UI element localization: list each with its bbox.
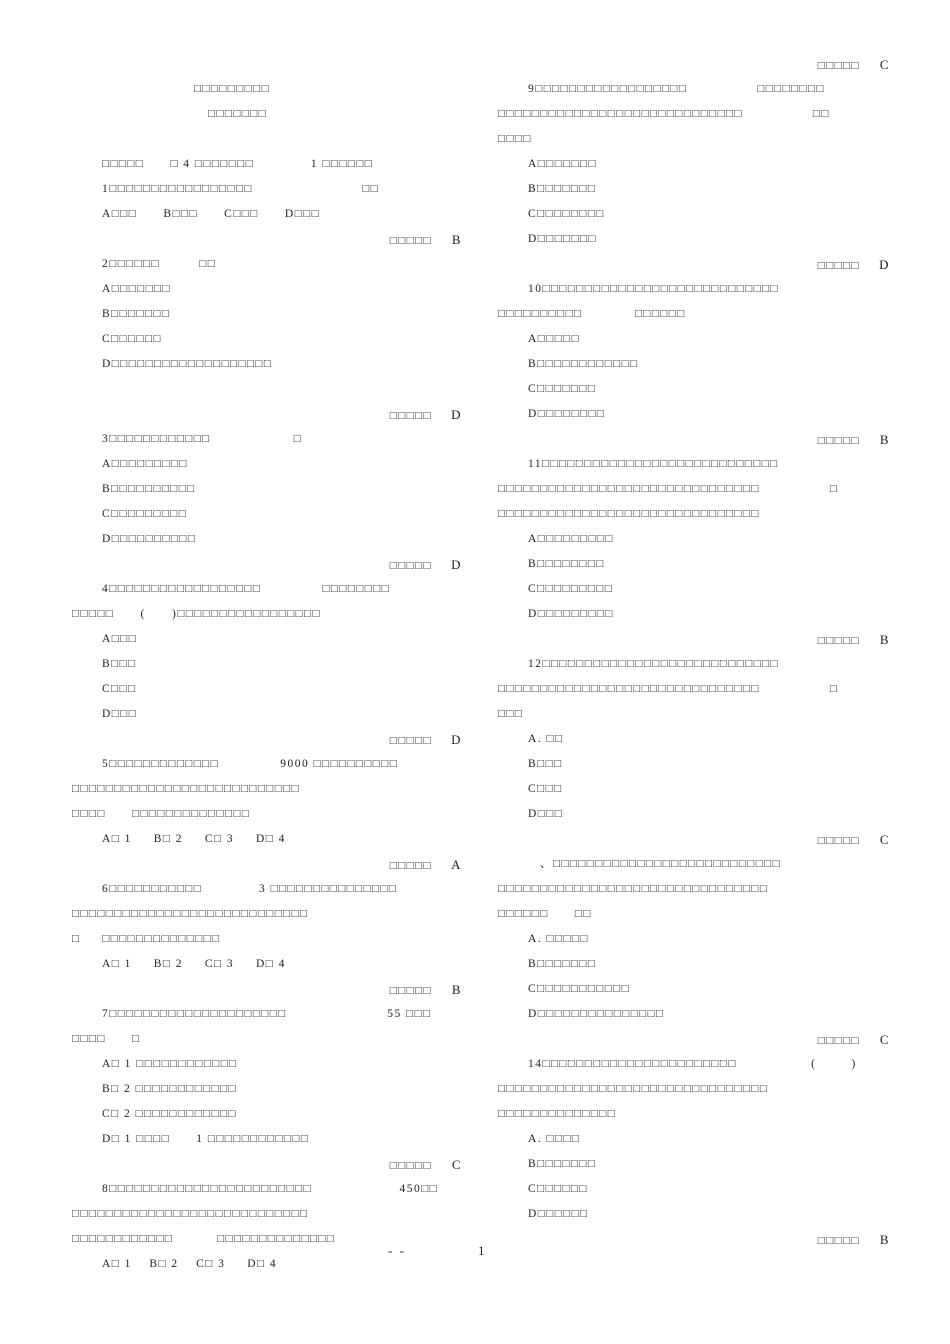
page-footer (388, 1243, 487, 1259)
question-stem-cont: □ □□□□□□□□□□□□□□ (72, 933, 221, 945)
option-item: A. □□□□□ (528, 933, 589, 945)
option-item: B□□□ (102, 658, 137, 670)
option-item: B□□□□□□□□□□□□ (528, 358, 639, 370)
question-stem-cont: □□□□□□□□□□□□ □□□□□□□□□□□□□□ (72, 1233, 336, 1245)
option-item: A□□□□□□□ (528, 158, 597, 170)
option-item: C□□□□□□□□□□□ (528, 983, 631, 995)
answer-line: □□□□□ D (72, 552, 472, 577)
answer-line: □□□□□ B (72, 227, 472, 252)
doc-subtitle: □□□□□□□ (208, 108, 268, 120)
option-item: B□□□□□□□ (528, 958, 597, 970)
option-item: B□□□□□□□□□□ (102, 483, 196, 495)
answer-letter: A (451, 857, 462, 872)
option-item: A. □□ (528, 733, 564, 745)
question-stem-cont: □□□□□□□□□□□□□□ (498, 1108, 617, 1120)
option-item: A□□□□□ (528, 333, 581, 345)
question-stem-cont: □□□□□ ( )□□□□□□□□□□□□□□□□□ (72, 608, 321, 620)
question-stem-cont: □□□□ □ (72, 1033, 141, 1045)
option-item: C□□□□□□□□□ (528, 583, 614, 595)
answer-letter: D (879, 257, 890, 272)
option-item: B□ 2 □□□□□□□□□□□□ (102, 1083, 237, 1095)
answer-line: □□□□□ D (498, 252, 894, 277)
footer-dashes: - - (388, 1243, 406, 1258)
question-stem: 5□□□□□□□□□□□□□ 9000 □□□□□□□□□□ (102, 758, 399, 770)
answer-letter: B (879, 632, 890, 647)
option-item: D□ 1 □□□□ 1 □□□□□□□□□□□□ (102, 1133, 310, 1145)
answer-letter: C (879, 1032, 890, 1047)
answer-line: □□□□□ C (72, 1152, 472, 1177)
option-item: D□□□□□□ (528, 1208, 589, 1220)
question-stem: 3□□□□□□□□□□□□ □ (102, 433, 303, 445)
option-item: D□□□ (102, 708, 138, 720)
question-stem: 10□□□□□□□□□□□□□□□□□□□□□□□□□□□□ (528, 283, 779, 295)
answer-letter: B (451, 982, 462, 997)
question-options: A□□□ B□□□ C□□□ D□□□ (102, 208, 321, 220)
option-item: B□□□□□□□□ (528, 558, 605, 570)
answer-line: □□□□□ C (498, 827, 894, 852)
option-item: C□□□□□□□□ (528, 208, 605, 220)
question-stem: 2□□□□□□ □□ (102, 258, 217, 270)
question-stem-cont: □□□□□□□□□□□□□□□□□□□□□□□□□□□□□□□ □ (498, 683, 839, 695)
option-item: D□□□ (528, 808, 564, 820)
question-options: A□ 1 B□ 2 C□ 3 D□ 4 (102, 1258, 278, 1270)
answer-line: □□□□□ A (72, 852, 472, 877)
option-item: A□ 1 □□□□□□□□□□□□ (102, 1058, 238, 1070)
answer-line: □□□□□ D (72, 402, 472, 427)
question-stem-cont: □□□□□□□□□□□□□□□□□□□□□□□□□□□□□□□ (498, 508, 760, 520)
question-stem-cont: □□□□□□□□□□□□□□□□□□□□□□□□□□□□□□□□ (498, 883, 769, 895)
question-stem-cont: □□□□□□□□□□□□□□□□□□□□□□□□□□□ (72, 783, 301, 795)
option-item: D□□□□□□□□□□ (102, 533, 197, 545)
answer-letter: D (451, 732, 462, 747)
question-stem-cont: □□□□ (498, 133, 532, 145)
answer-letter: D (451, 557, 462, 572)
answer-letter: B (879, 432, 890, 447)
question-stem-cont: □□□□□□□□□□□□□□□□□□□□□□□□□□□□ (72, 908, 309, 920)
option-item: B□□□□□□□ (528, 1158, 597, 1170)
question-stem: 1□□□□□□□□□□□□□□□□□ □□ (102, 183, 380, 195)
question-stem: 11□□□□□□□□□□□□□□□□□□□□□□□□□□□□ (528, 458, 779, 470)
answer-letter: B (879, 1232, 890, 1247)
question-stem-cont: □□□ (498, 708, 524, 720)
option-item: C□□□ (102, 683, 137, 695)
right-column (498, 52, 894, 1252)
question-stem: 12□□□□□□□□□□□□□□□□□□□□□□□□□□□□ (528, 658, 779, 670)
question-stem-cont: □□□□□□□□□□□□□□□□□□□□□□□□□□□□ (72, 1208, 309, 1220)
option-item: B□□□□□□□ (102, 308, 171, 320)
option-item: C□□□□□□ (528, 1183, 588, 1195)
question-stem: 9□□□□□□□□□□□□□□□□□□ □□□□□□□□ (528, 83, 825, 95)
answer-line: □□□□□ D (72, 727, 472, 752)
question-stem-cont: □□□□□□ □□ (498, 908, 592, 920)
question-stem: 4□□□□□□□□□□□□□□□□□□ □□□□□□□□ (102, 583, 391, 595)
question-stem-cont: □□□□□□□□□□□□□□□□□□□□□□□□□□□□□ □□ (498, 108, 830, 120)
page-number: 1 (478, 1243, 487, 1258)
question-stem-cont: □□□□□□□□□□ □□□□□□ (498, 308, 686, 320)
answer-line: □□□□□ B (498, 427, 894, 452)
answer-line: □□□□□ B (498, 1227, 894, 1252)
option-item: A□□□□□□□□□ (528, 533, 614, 545)
question-stem-cont: □□□□□□□□□□□□□□□□□□□□□□□□□□□□□□□ □ (498, 483, 839, 495)
option-item: A□□□□□□□ (102, 283, 171, 295)
option-item: A□□□ (102, 633, 138, 645)
option-item: C□ 2 □□□□□□□□□□□□ (102, 1108, 237, 1120)
answer-line: □□□□□ B (72, 977, 472, 1002)
question-stem: 6□□□□□□□□□□□ 3 □□□□□□□□□□□□□□□ (102, 883, 398, 895)
option-item: A. □□□□ (528, 1133, 581, 1145)
option-item: D□□□□□□□□ (528, 408, 606, 420)
answer-letter: B (451, 232, 462, 247)
answer-letter: C (451, 1157, 462, 1172)
question-stem: 14□□□□□□□□□□□□□□□□□□□□□□□ ( ) (528, 1058, 857, 1070)
question-options: A□ 1 B□ 2 C□ 3 D□ 4 (102, 958, 286, 970)
question-stem: 、□□□□□□□□□□□□□□□□□□□□□□□□□□□ (540, 858, 782, 870)
question-stem-cont: □□□□□□□□□□□□□□□□□□□□□□□□□□□□□□□□ (498, 1083, 769, 1095)
doc-title: □□□□□□□□□ (194, 83, 271, 95)
section-heading: □□□□□ □ 4 □□□□□□□ 1 □□□□□□ (102, 158, 374, 170)
option-item: D□□□□□□□□□□□□□□□ (528, 1008, 665, 1020)
option-item: C□□□ (528, 783, 563, 795)
answer-line: □□□□□ C (498, 52, 894, 77)
answer-letter: D (451, 407, 462, 422)
left-column (72, 52, 472, 1277)
question-options: A□ 1 B□ 2 C□ 3 D□ 4 (102, 833, 286, 845)
option-item: D□□□□□□□□□ (528, 608, 614, 620)
question-stem-cont: □□□□ □□□□□□□□□□□□□□ (72, 808, 251, 820)
option-item: C□□□□□□ (102, 333, 162, 345)
answer-line: □□□□□ B (498, 627, 894, 652)
option-item: A□□□□□□□□□ (102, 458, 188, 470)
option-item: D□□□□□□□ (528, 233, 597, 245)
question-stem: 8□□□□□□□□□□□□□□□□□□□□□□□□ 450□□ (102, 1183, 439, 1195)
option-item: B□□□□□□□ (528, 183, 597, 195)
option-item: D□□□□□□□□□□□□□□□□□□□ (102, 358, 273, 370)
answer-line: □□□□□ C (498, 1027, 894, 1052)
option-item: C□□□□□□□ (528, 383, 597, 395)
option-item: C□□□□□□□□□ (102, 508, 188, 520)
answer-letter: C (879, 57, 890, 72)
answer-letter: C (879, 832, 890, 847)
option-item: B□□□ (528, 758, 563, 770)
question-stem: 7□□□□□□□□□□□□□□□□□□□□□ 55 □□□ (102, 1008, 432, 1020)
